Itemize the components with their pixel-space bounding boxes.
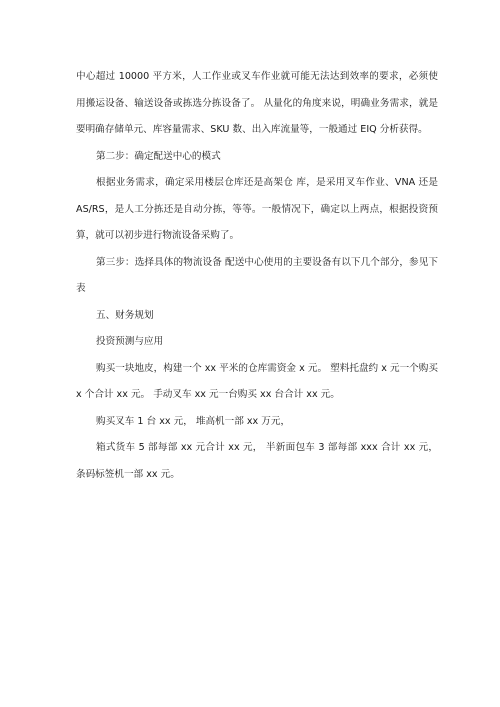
paragraph-8: 购买叉车 1 台 xx 元， 堆高机一部 xx 万元，: [96, 415, 291, 427]
step-three-heading: 第三步：选择具体的物流设备 配送中心使用的主要设备有以下几个部分，参见下表: [76, 256, 438, 294]
step-two-heading: 第二步：确定配送中心的模式: [96, 150, 221, 162]
investment-subheading: 投资预测与应用: [96, 336, 164, 347]
paragraph-7: 购买一块地皮，构建一个 xx 平米的仓库需资金 x 元。 塑料托盘约 x 元一个购买 x 个合计 xx 元。 手动叉车 xx 元一台购买 xx 台合计 xx 元。: [76, 362, 438, 400]
paragraph-1: 中心超过 10000 平方米，人工作业或叉车作业就可能无法达到效率的要求，必须使用搬运设备、输送设备或拣选分拣设备了。 从量化的角度来说，明确业务需求，就是要明确存储单元、库容量需求、SKU 数、出入库流量等，一般通过 EIQ 分析获得。: [76, 71, 438, 135]
paragraph-9: 箱式货车 5 部每部 xx 元合计 xx 元， 半新面包车 3 部每部 xxx 合计 xx 元， 条码标签机一部 xx 元。: [76, 442, 438, 480]
section-five-heading: 五、财务规划: [96, 309, 154, 321]
document-body: [76, 64, 438, 488]
paragraph-3: 根据业务需求，确定采用楼层仓库还是高架仓 库，是采用叉车作业、VNA 还是 AS/RS，是人工分拣还是自动分拣，等等。一般情况下，确定以上两点，根据投资预算，就可以初步进行物流设备采购了。: [76, 177, 438, 241]
